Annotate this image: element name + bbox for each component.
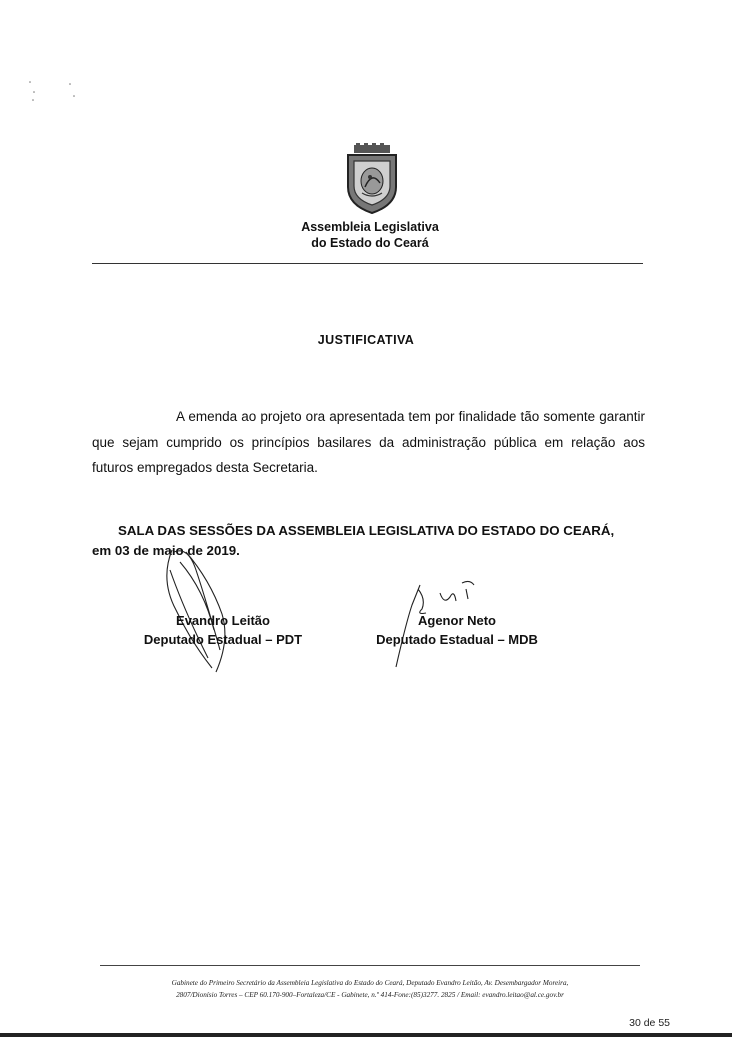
signatory-1-role: Deputado Estadual – PDT	[143, 632, 303, 647]
closing-line2: em 03 de maio de 2019.	[92, 543, 240, 558]
bottom-edge-bar	[0, 1033, 732, 1037]
institution-name-line2: do Estado do Ceará	[311, 236, 429, 250]
signatory-2-name: Agenor Neto	[418, 613, 496, 628]
signatory-1-name: Evandro Leitão	[176, 613, 270, 628]
justification-text: A emenda ao projeto ora apresentada tem por finalidade tão somente garantir que sejam cumprido os princípios basilares da administração pública em relação aos futuros empregados desta Secretaria.	[92, 409, 645, 475]
ceara-coat-of-arms-icon	[340, 143, 404, 215]
signature-evandro-leitao	[150, 540, 260, 680]
scan-specks	[24, 78, 84, 118]
document-title: JUSTIFICATIVA	[317, 333, 415, 347]
signatory-1	[118, 611, 328, 649]
signatory-2-role: Deputado Estadual – MDB	[376, 632, 538, 647]
footer-line2: 2807/Dionísio Torres – CEP 60.170-900–Fortaleza/CE - Gabinete, n.º 414-Fone:(85)3277. 2825 / Email: evandro.leitao@al.ce.gov.br	[176, 991, 564, 999]
footer-line1: Gabinete do Primeiro Secretário da Assembleia Legislativa do Estado do Ceará, Deputado Evandro Leitão, Av. Desembargador Moreira,	[171, 979, 569, 987]
page-indicator: 30 de 55	[629, 1017, 670, 1029]
header-divider	[92, 263, 643, 264]
institution-name-line1: Assembleia Legislativa	[301, 220, 439, 234]
footer-address	[100, 977, 640, 1001]
justification-paragraph	[92, 404, 645, 481]
signatory-2	[352, 611, 562, 649]
footer-divider	[100, 965, 640, 966]
closing-line1: SALA DAS SESSÕES DA ASSEMBLEIA LEGISLATIVA DO ESTADO DO CEARÁ,	[118, 523, 615, 538]
